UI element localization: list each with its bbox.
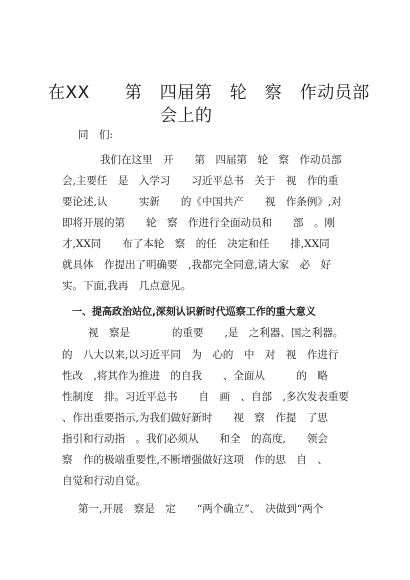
paragraph-line: 指引和行动指 。我们必须从 和全 的高度, 领会 [62,433,328,445]
paragraph-line: 察 作的极端重要性,不断增强做好这项 作的思 自 、 [62,454,328,466]
paragraph-line: 、作出重要指示,为我们做好新时 视 察 作提 了思 [62,412,328,424]
document-title: 在XX 第 四届第 轮 察 作动员部 [48,83,370,103]
section-heading: 一、提高政治站位,深刻认识新时代巡察工作的重大意义 [72,307,316,318]
paragraph-line: 性制度 排。习近平总书 自 画 、自部 ,多次发表重要 [62,391,349,403]
paragraph-line: 的 八大以来,以习近平同 为 心的 中 对 视 作进行 [62,349,339,361]
paragraph-line: 性改 ,将其作为推进 的自我 、全面从 的 略 [62,370,328,382]
paragraph-line: 要论述,认 实新 的《中国共产 视 作条例》,对 [62,196,342,208]
paragraph-line: 视 察是 的重要 ,是 之利器、国之利器。 [88,327,344,339]
paragraph-line: 我们在这里 开 第 四届第 轮 察 作动员部 [100,154,342,166]
paragraph-line: 就具体 作提出了明确要 ,我都完全同意,请大家 必 好 [62,259,332,271]
paragraph-line: 即将开展的第 轮 察 作进行全面动员和 部 。刚 [62,217,335,229]
salutation: 同 们: [78,129,114,141]
paragraph-line: 自觉和行动自觉。 [62,475,146,487]
paragraph-line: 第一,开展 察是 定 “两个确立”、 决做到“两个 [78,503,324,515]
paragraph-line: 才,XX同 布了本轮 察 的任 决定和任 排,XX同 [62,238,330,250]
paragraph-line: 实。下面,我再 几点意见。 [62,280,192,292]
document-title-continued: 会上的 [160,106,213,126]
paragraph-line: 会,主要任 是 入学习 习近平总书 关于 视 作的重 [62,175,339,187]
